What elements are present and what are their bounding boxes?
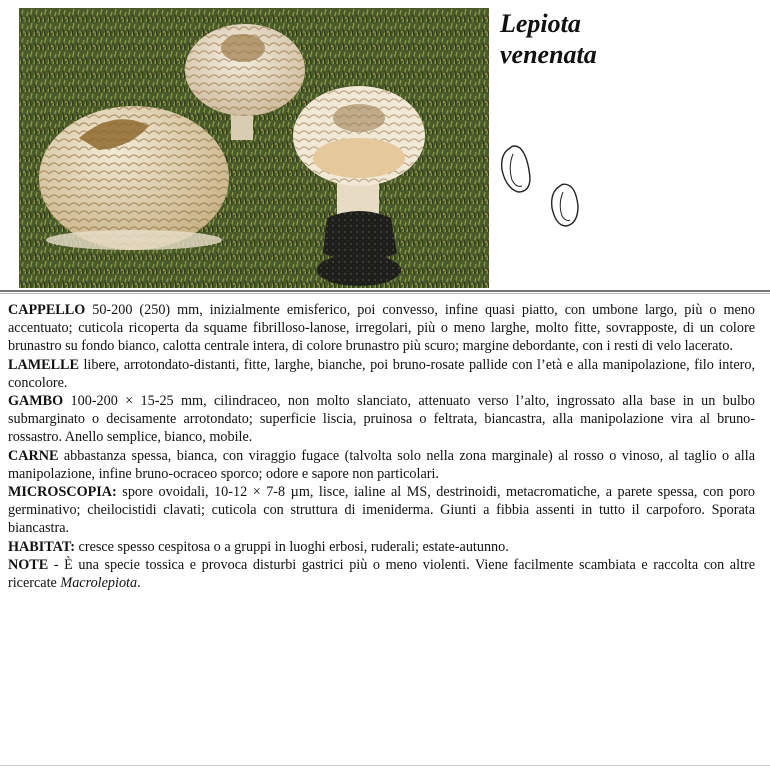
label-lamelle: LAMELLE <box>8 356 79 373</box>
spore-drawing <box>498 140 588 235</box>
mushroom-photo <box>19 8 489 288</box>
bottom-divider <box>0 765 770 766</box>
section-lamelle <box>8 356 755 392</box>
species-title <box>500 8 597 70</box>
section-gambo <box>8 392 755 447</box>
section-carne <box>8 447 755 483</box>
text-gambo: 100-200 × 15-25 mm, cilindraceo, non molto slanciato, attenuato verso l’alto, ingrossato alla base in un bulbo submarginato o decisamente arrotondato; superficie liscia, pruinosa o feltrata, biancastra, alla manipolazione vira al bruno-rossastro. Anello semplice, bianco, mobile. <box>8 393 755 446</box>
section-microscopia <box>8 483 755 538</box>
text-microscopia: spore ovoidali, 10-12 × 7-8 µm, lisce, ialine al MS, destrinoidi, metacromatiche, a parete spessa, con poro germinativo; cheilocistidi clavati; cuticola con struttura di imeniderma. Giunti a fibbia assenti in tutto il carpoforo. Sporata biancastra. <box>8 484 755 537</box>
label-microscopia: MICROSCOPIA: <box>8 484 117 501</box>
divider <box>0 290 770 292</box>
section-cappello <box>8 301 755 356</box>
title-genus: Lepiota <box>500 9 581 38</box>
text-habitat: cresce spesso cespitosa o a gruppi in luoghi erbosi, ruderali; estate-autunno. <box>75 538 509 555</box>
text-carne: abbastanza spessa, bianca, con viraggio fugace (talvolta solo nella zona marginale) al rosso o vinoso, al taglio o alla manipolazione, infine bruno-ocraceo sporco; odore e sapore non particolari. <box>8 447 755 482</box>
section-note <box>8 556 755 592</box>
label-note: NOTE <box>8 556 49 573</box>
text-note-end: . <box>137 575 141 592</box>
text-note-italic: Macrolepiota <box>60 575 138 592</box>
text-note: - È una specie tossica e provoca disturbi gastrici più o meno violenti. Viene facilmente scambiata e raccolta con altre ricercate <box>8 556 755 592</box>
spore-2 <box>552 184 578 226</box>
text-cappello: 50-200 (250) mm, inizialmente emisferico, poi convesso, infine quasi piatto, con umbone largo, più o meno accentuato; cuticola ricoperta da squame fibrilloso-lanose, irregolari, più o meno larghe, molto fitte, sovrapposte, di un colore brunastro su fondo bianco, calotta centrale intera, di colore brunastro più scuro; margine debordante, con i resti di velo lacerato. <box>8 302 755 355</box>
label-habitat: HABITAT: <box>8 538 75 555</box>
divider-shadow <box>0 293 770 294</box>
label-carne: CARNE <box>8 447 59 464</box>
spore-1 <box>502 146 530 192</box>
description-body <box>8 301 755 592</box>
text-lamelle: libere, arrotondato-distanti, fitte, larghe, bianche, poi bruno-rosate pallide con l’età e alla manipolazione, filo intero, concolore. <box>8 356 755 391</box>
label-gambo: GAMBO <box>8 393 64 410</box>
mushroom-left <box>39 106 229 250</box>
section-habitat <box>8 538 755 556</box>
label-cappello: CAPPELLO <box>8 302 86 318</box>
title-species: venenata <box>500 40 597 69</box>
